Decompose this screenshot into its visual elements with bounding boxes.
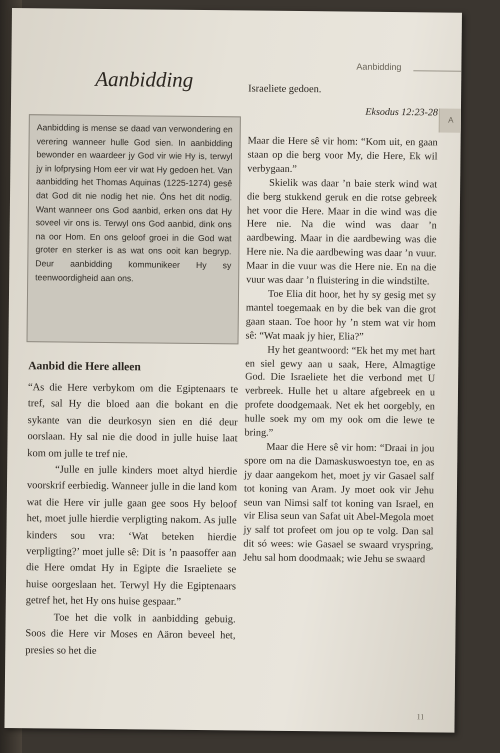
right-column-top [248, 82, 438, 128]
left-paragraph: “Julle en julle kinders moet altyd hierdie voorskrif eerbiedig. Wanneer julle in die land kom wat die Here vir julle gaan gee soos Hy beloof het, moet julle hierdie verpligting nakom. As julle kinders sou vra: ‘Wat beteken hierdie verpligting?’ moet julle sê: Dit is ’n paasoffer aan die Here omdat Hy in Egipte die Israeliete se huise oorgeslaan het. Terwyl Hy die Egiptenaars getref het, het Hy ons huise gespaar.” [25, 464, 238, 609]
scripture-reference: Eksodus 12:23-28 [365, 106, 438, 119]
running-head: Aanbidding [356, 61, 402, 73]
right-paragraph: Toe Elia dit hoor, het hy sy gesig met sy mantel toegemaak en by die bek van die grot gaan staan. Toe hoor hy ’n stem wat vir hom sê: “Wat maak jy hier, Elia?” [245, 288, 437, 343]
right-paragraph: Maar die Here sê vir hom: “Kom uit, en gaan staan op die berg voor My, die Here, Ek wil verbygaan.” [247, 135, 438, 175]
right-column [243, 134, 438, 567]
page-title: Aanbidding [95, 66, 194, 92]
left-paragraph: “As die Here verbykom om die Egiptenaars te tref, sal Hy die bloed aan die bokant en die sykante van die deurkosyn sien en dié deur oorslaan. Hy sal nie die dood in julle huise laat kom om julle te tref nie. [27, 382, 239, 460]
page-number: 11 [416, 712, 425, 722]
running-head-rule [413, 70, 461, 72]
left-paragraph: Toe het die volk in aanbidding gebuig. Soos die Here vir Moses en Aäron beveel het, presies so het die [25, 612, 236, 657]
continued-line: Israeliete gedoen. [248, 83, 322, 96]
right-paragraph: Maar die Here sê vir hom: “Draai in jou spore om na die Damaskuswoestyn toe, en as jy daar aangekom het, moet jy vir Gasael salf tot koning van Aram. Jy moet ook vir Jehu seun van Nimsi salf tot koning van Israel, en vir Elisa seun van Safat uit Abel-Megola moet jy salf tot profeet om jou op te volg. Dan sal dit só wees: wie Gasael se swaard vryspring, Jehu sal hom doodmaak; wie Jehu se swaard [243, 441, 435, 566]
thumb-index-tab: A [439, 108, 462, 132]
book-page [4, 8, 462, 733]
definition-sidebar: Aanbidding is mense se daad van verwondering en verering wanneer hulle God sien. In aanbidding bewonder en waardeer jy God vir wie Hy is, terwyl jy in lofprysing Hom eer vir wat Hy gedoen het. Van aanbidding het Thomas Aquinas (1225-1274) gesê dat God dit nie nodig het nie. Óns het dit nodig. Want wanneer ons God aanbid, erken ons dat Hy soveel vir ons is. Terwyl ons God aanbid, dink ons na oor Hom. En ons geloof groei in die God wat groter en sterker is as wat ons ooit kan begryp. Deur aanbidding kommunikeer Hy sy teenwoordigheid aan ons. [27, 114, 241, 344]
right-paragraph: Skielik was daar ’n baie sterk wind wat die berg stukkend geruk en die rotse gebreek het voor die Here. Maar in die wind was die Here nie. Na die wind was daar ’n aardbewing. Maar in die aardbewing was die Here nie. Na die aardbewing was daar ’n vuur. Maar in die vuur was die Here nie. En na die vuur was daar ’n fluistering in die windstilte. [246, 177, 438, 288]
section-heading: Aanbid die Here alleen [28, 360, 141, 374]
left-column [25, 380, 238, 661]
right-paragraph: Hy het geantwoord: “Ek het my met hart en siel gewy aan u saak, Here, Almagtige God. Die Israeliete het die verbond met U verbreek. Hulle het u altare afgebreek en u profete doodgemaak. Net ek het oorgebly, en hulle soek my om my ook om die lewe te bring.” [244, 344, 436, 439]
